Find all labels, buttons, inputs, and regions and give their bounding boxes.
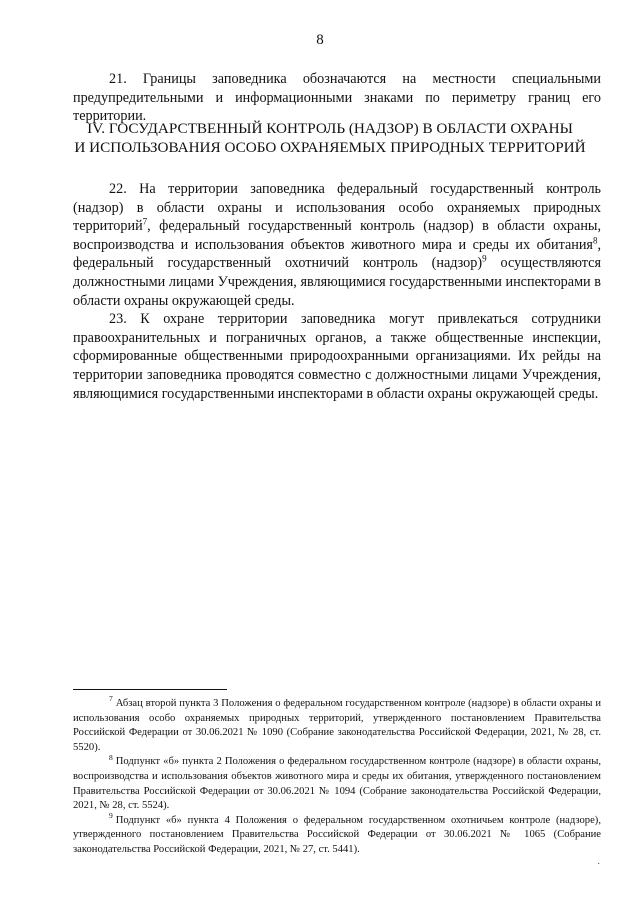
footnote-ref-8[interactable]: 8: [592, 235, 598, 246]
paragraph-22-part-4: осуществляются должностными лицами Учреждения, являющимися государственными инспекторами в области охраны окружающей среды.: [73, 255, 601, 309]
section-heading-line-1: IV. ГОСУДАРСТВЕННЫЙ КОНТРОЛЬ (НАДЗОР) В ОБЛАСТИ ОХРАНЫ: [87, 120, 573, 137]
paragraph-22: [73, 180, 601, 310]
footnote-separator: [73, 689, 227, 690]
section-heading-line-2: И ИСПОЛЬЗОВАНИЯ ОСОБО ОХРАНЯЕМЫХ ПРИРОДНЫХ ТЕРРИТОРИЙ: [74, 139, 586, 156]
section-heading: [60, 119, 600, 157]
footnote-8: [73, 752, 601, 813]
footnote-ref-7[interactable]: 7: [142, 216, 148, 227]
body-paragraphs: [73, 180, 601, 403]
paragraph-22-part-1: 22. На территории заповедника федеральный государственный контроль (надзор) в области охраны и использования особо охраняемых природных территорий: [73, 181, 601, 235]
footnotes: [73, 694, 601, 858]
footnote-7-text: Абзац второй пункта 3 Положения о федеральном государственном контроле (надзоре) в области охраны и использования особо охраняемых природных территорий, утвержденного постановлением Правительства Российской Федерации от 30.06.2021 № 1090 (Собрание законодательства Российской Федерации, 2021, № 28, ст. 5520).: [73, 698, 601, 753]
paragraph-21: [73, 70, 601, 126]
footnote-9-text: Подпункт «б» пункта 4 Положения о федеральном государственном охотничьем контроле (надзоре), утвержденного постановлением Правительства Российской Федерации от 30.06.2021 № 1065 (Собрание законодательства Российской Федерации, 2021, № 27, ст. 5441).: [73, 814, 601, 855]
footnote-ref-9[interactable]: 9: [482, 253, 487, 264]
footnote-8-text: Подпункт «б» пункта 2 Положения о федеральном государственном контроле (надзоре) в области охраны, воспроизводства и использования объектов животного мира и среды их обитания, утвержденного постановлением Правительства Российской Федерации от 30.06.2021 № 1094 (Собрание законодательства Российской Федерации, 2021, № 28, ст. 5524).: [73, 756, 601, 812]
footnote-8-mark: 8: [109, 752, 113, 762]
page-number: 8: [316, 32, 324, 48]
scan-mark: ˙: [597, 862, 601, 873]
footnote-9-mark: 9: [109, 811, 113, 821]
footnote-7: [73, 694, 601, 755]
footnote-9: [73, 811, 601, 858]
paragraph-22-part-3: , федеральный государственный охотничий контроль (надзор): [73, 236, 601, 272]
paragraph-22-part-2: , федеральный государственный контроль (надзор) в области охраны, воспроизводства и использования объектов животного мира и среды их обитания: [73, 218, 601, 253]
paragraph-21-text: 21. Границы заповедника обозначаются на местности специальными предупредительными и информационными знаками по периметру границ его территории.: [73, 71, 601, 125]
footnote-7-mark: 7: [109, 694, 113, 704]
paragraph-23: 23. К охране территории заповедника могут привлекаться сотрудники правоохранительных и пограничных органов, а также общественные инспекции, сформированные общественными природоохранными организациями. Их рейды на территории заповедника проводятся совместно с должностными лицами Учреждения, являющимися государственными инспекторами в области охраны окружающей среды.: [73, 311, 601, 402]
